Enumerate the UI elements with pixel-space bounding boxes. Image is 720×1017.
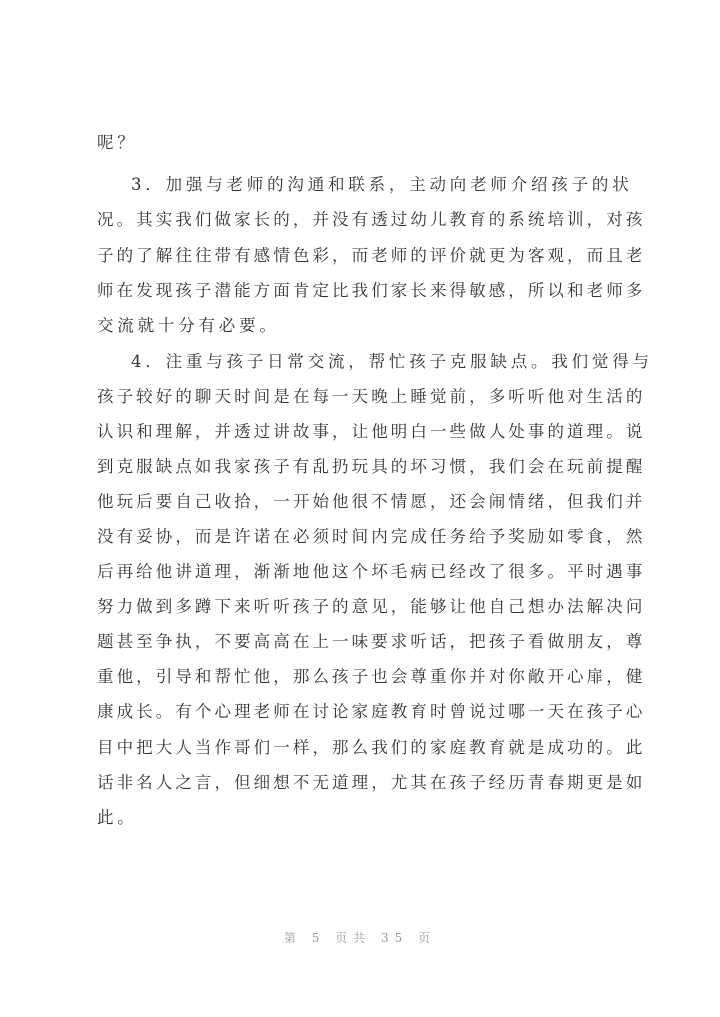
text-line: 子的了解往往带有感情色彩，而老师的评价就更为客观，而且老 [97,246,646,265]
text-line: 交流就十分有必要。 [97,316,280,335]
text-line: 况。其实我们做家长的，并没有透过幼儿教育的系统培训，对孩 [97,210,646,229]
page-number-footer: 第 5 页共 35 页 [283,931,437,945]
text-line: 认识和理解，并透过讲故事，让他明白一些做人处事的道理。说 [97,422,646,441]
text-line: 努力做到多蹲下来听听孩子的意见，能够让他自己想办法解决问 [97,597,646,616]
text-line: 师在发现孩子潜能方面肯定比我们家长来得敏感，所以和老师多 [97,281,646,300]
text-line: 后再给他讲道理，渐渐地他这个坏毛病已经改了很多。平时遇事 [97,562,646,581]
text-line: 目中把大人当作哥们一样，那么我们的家庭教育就是成功的。此 [97,738,646,757]
text-line: 没有妥协，而是许诺在必须时间内完成任务给予奖励如零食，然 [97,527,646,546]
text-line: 康成长。有个心理老师在讨论家庭教育时曾说过哪一天在孩子心 [97,702,646,721]
text-line: 题甚至争执，不要高高在上一味要求听话，把孩子看做朋友，尊 [97,632,646,651]
text-line: 孩子较好的聊天时间是在每一天晚上睡觉前，多听听他对生活的 [97,387,646,406]
text-line: 呢？ [97,133,138,152]
paragraph-start-line: 3．加强与老师的沟通和联系，主动向老师介绍孩子的状 [131,175,633,194]
paragraph-start-line: 4．注重与孩子日常交流，帮忙孩子克服缺点。我们觉得与 [131,352,653,371]
text-line: 此。 [97,808,138,827]
text-line: 到克服缺点如我家孩子有乱扔玩具的坏习惯，我们会在玩前提醒 [97,457,646,476]
text-line: 话非名人之言，但细想不无道理，尤其在孩子经历青春期更是如 [97,773,646,792]
text-line: 重他，引导和帮忙他，那么孩子也会尊重你并对你敞开心扉，健 [97,667,646,686]
text-line: 他玩后要自己收拾，一开始他很不情愿，还会闹情绪，但我们并 [97,492,646,511]
